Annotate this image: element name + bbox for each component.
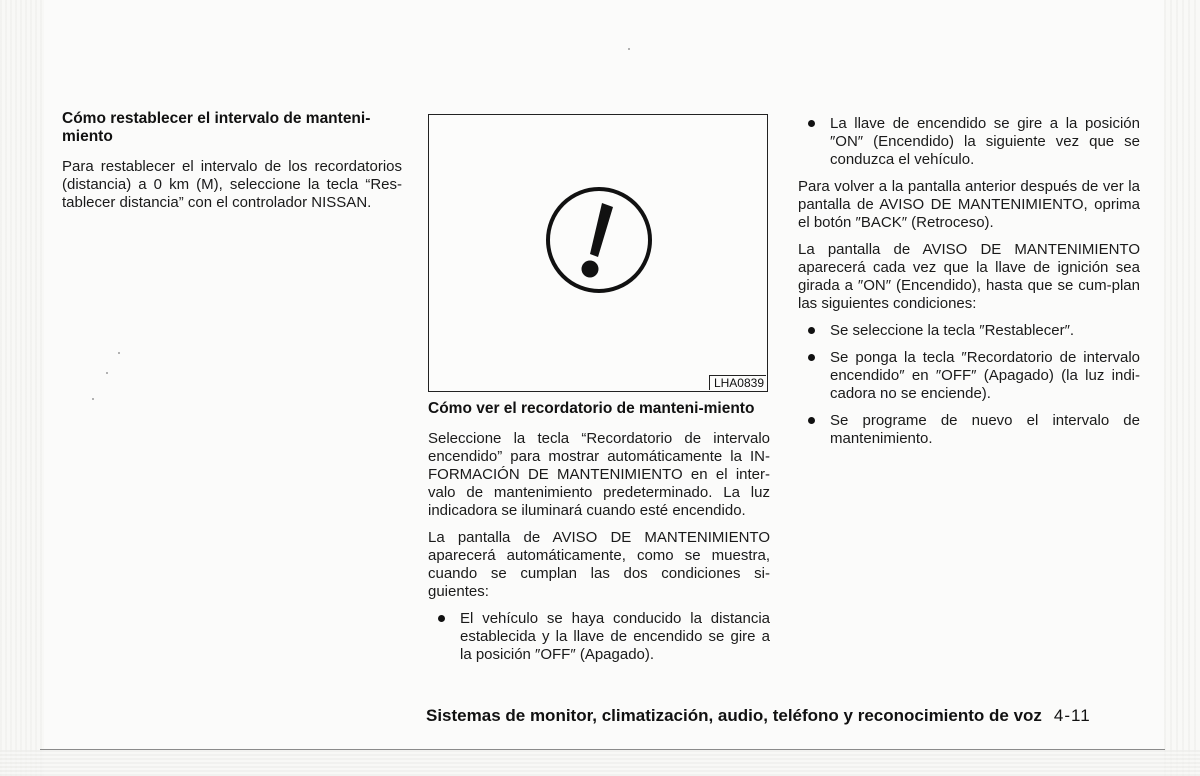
notice-paragraph: La pantalla de AVISO DE MANTENIMIENTO aparecerá cada vez que la llave de ignición sea girada a ″ON″ (Encendido), hasta que se cum-plan las siguientes condiciones: bbox=[798, 241, 1140, 312]
conditions-list bbox=[428, 610, 770, 664]
back-paragraph: Para volver a la pantalla anterior después de ver la pantalla de AVISO DE MANTENIMIENTO, oprima el botón ″BACK″ (Retroceso). bbox=[798, 178, 1140, 231]
figure-code: LHA0839 bbox=[709, 375, 766, 390]
list-item bbox=[798, 349, 1140, 403]
page-number: 4-11 bbox=[1053, 706, 1091, 725]
list-item bbox=[428, 610, 770, 664]
scan-edge-left bbox=[0, 0, 44, 776]
scan-edge-right bbox=[1164, 0, 1200, 776]
section-heading-reset: Cómo restablecer el intervalo de manteni-miento bbox=[62, 110, 371, 145]
list-item bbox=[798, 412, 1140, 448]
right-column bbox=[798, 115, 1140, 457]
section-heading-view: Cómo ver el recordatorio de manteni-miento bbox=[428, 400, 755, 417]
list-item-text: Se programe de nuevo el intervalo de mantenimiento. bbox=[830, 412, 1140, 447]
bottom-rule bbox=[40, 749, 1165, 750]
list-item-text: Se ponga la tecla ″Recordatorio de intervalo encendido″ en ″OFF″ (Apagado) (la luz indi-cadora no se enciende). bbox=[830, 349, 1140, 402]
reset-paragraph: Para restablecer el intervalo de los recordatorios (distancia) a 0 km (M), seleccione la tecla “Res-tablecer distancia” con el controlador NISSAN. bbox=[62, 158, 402, 211]
list-item bbox=[798, 322, 1140, 340]
scan-speck bbox=[92, 398, 94, 400]
bullet-icon bbox=[808, 327, 815, 334]
bullet-icon bbox=[808, 417, 815, 424]
view-paragraph-2: La pantalla de AVISO DE MANTENIMIENTO aparecerá automáticamente, como se muestra, cuando se cumplan las dos condiciones si-guientes: bbox=[428, 529, 770, 600]
middle-column bbox=[428, 400, 770, 673]
reset-conditions-list bbox=[798, 322, 1140, 448]
list-item-text: La llave de encendido se gire a la posición ″ON″ (Encendido) la siguiente vez que se conduzca el vehículo. bbox=[830, 115, 1140, 168]
scan-speck bbox=[118, 352, 120, 354]
footer-section-title: Sistemas de monitor, climatización, audio, teléfono y reconocimiento de voz bbox=[426, 706, 1042, 725]
warning-figure bbox=[428, 114, 768, 392]
scan-edge-bottom bbox=[0, 750, 1200, 776]
bullet-icon bbox=[438, 615, 445, 622]
scan-speck bbox=[628, 48, 630, 50]
bullet-icon bbox=[808, 354, 815, 361]
view-paragraph-1: Seleccione la tecla “Recordatorio de intervalo encendido” para mostrar automáticamente la IN-FORMACIÓN DE MANTENIMIENTO en el inter-valo de mantenimiento predeterminado. La luz indicadora se iluminará cuando esté encendido. bbox=[428, 430, 770, 519]
scan-speck bbox=[106, 372, 108, 374]
list-item-text: El vehículo se haya conducido la distancia establecida y la llave de encendido se gire a la posición ″OFF″ (Apagado). bbox=[460, 610, 770, 663]
conditions-list-continued bbox=[798, 115, 1140, 169]
page-footer bbox=[426, 706, 1142, 726]
left-column bbox=[62, 110, 402, 221]
bullet-icon bbox=[808, 120, 815, 127]
list-item bbox=[798, 115, 1140, 169]
list-item-text: Se seleccione la tecla ″Restablecer″. bbox=[830, 322, 1075, 339]
exclamation-circle-icon bbox=[544, 185, 654, 295]
